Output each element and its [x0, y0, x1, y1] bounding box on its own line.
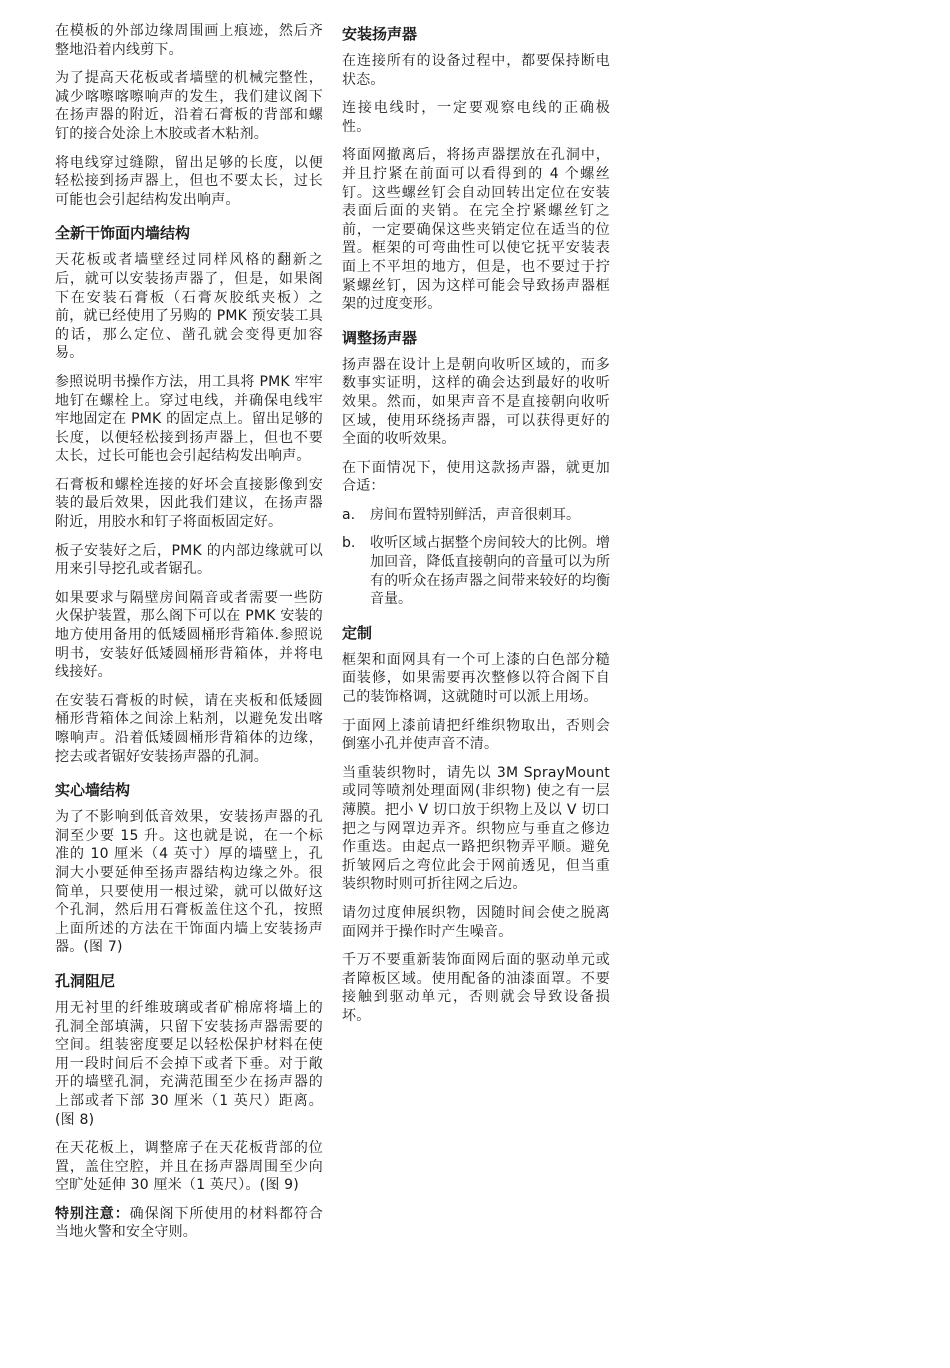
paragraph: 如果要求与隔壁房间隔音或者需要一些防火保护装置，那么阁下可以在 PMK 安装的地方使用备用的低矮圆桶形背箱体.参照说明书，安装好低矮圆桶形背箱体，并将电线接好。: [55, 589, 323, 681]
section-heading-adjust-speaker: 调整扬声器: [342, 328, 418, 347]
paragraph: 将面网撤离后，将扬声器摆放在孔洞中，并且拧紧在前面可以看得到的 4 个螺丝钉。这些螺丝钉会自动回转出定位在安装表面后面的夹销。在完全拧紧螺丝钉之前，一定要确保这些夹销定位在适当的位置。框架的可弯曲性可以使它抚平安装表面上不平坦的地方，但是，也不要过于拧紧螺丝钉，因为这样可能会导致扬声器框架的过度变形。: [342, 147, 610, 313]
section-heading-drywall: 全新干饰面内墙结构: [55, 224, 191, 243]
paragraph: 千万不要重新装饰面网后面的驱动单元或者障板区域。使用配备的油漆面罩。不要接触到驱动单元，否则就会导致设备损坏。: [342, 952, 610, 1024]
paragraph: 为了提高天花板或者墙壁的机械完整性，减少喀嚓喀嚓响声的发生，我们建议阁下在扬声器的附近，沿着石膏板的背部和螺钉的接合处涂上木胶或者木粘剂。: [55, 70, 323, 142]
paragraph: 在连接所有的设备过程中，都要保持断电状态。: [342, 53, 610, 88]
right-column: [342, 22, 610, 1036]
list-marker: b.: [342, 535, 356, 552]
paragraph: 为了不影响到低音效果，安装扬声器的孔洞至少要 15 升。这也就是说，在一个标准的 10 厘米（4 英寸）厚的墙壁上，孔洞大小要延伸至扬声器结构边缘之外。很简单，只要使用一根过梁，就可以做好这个孔洞，然后用石膏板盖住这个孔，按照上面所述的方法在干饰面内墙上安装扬声器。(图 7): [55, 809, 323, 956]
list-text: 房间布置特别鲜活，声音很刺耳。: [370, 506, 580, 523]
paragraph: 参照说明书操作方法，用工具将 PMK 牢牢地钉在螺栓上。穿过电线，并确保电线牢牢地固定在 PMK 的固定点上。留出足够的长度，以便轻松接到扬声器上，但也不要太长，过长可能也会引起结构发出响声。: [55, 373, 323, 465]
list-item: [342, 506, 610, 525]
paragraph: 扬声器在设计上是朝向收听区域的，而多数事实证明，这样的确会达到最好的收听效果。然而，如果声音不是直接朝向收听区域，使用环绕扬声器，可以获得更好的全面的收听效果。: [342, 356, 610, 448]
paragraph: 当重装织物时，请先以 3M SprayMount 或同等喷剂处理面网(非织物) 使之有一层薄膜。把小 V 切口放于织物上及以 V 切口把之与网罩边弄齐。织物应与垂直之修边作重迭。由起点一路把织物弄平顺。避免折皱网后之弯位此会于网前透见，但当重装织物时则可折往网之后边。: [342, 764, 610, 893]
special-note: [55, 1205, 323, 1242]
paragraph: 于面网上漆前请把纤维织物取出，否则会倒塞小孔并使声音不清。: [342, 717, 610, 753]
special-note-lead: 特别注意：: [55, 1205, 130, 1222]
special-note-text: 确保阁下所使用的材料都符合当地火警和安全守则。: [55, 1205, 324, 1241]
paragraph: 板子安装好之后，PMK 的内部边缘就可以用来引导挖孔或者锯孔。: [55, 542, 323, 578]
paragraph: 天花板或者墙壁经过同样风格的翻新之后，就可以安装扬声器了，但是，如果阁下在安装石膏板（石膏灰胶纸夹板）之前，就已经使用了另购的 PMK 预安装工具的话，那么定位、凿孔就会变得更加容易。: [55, 252, 323, 362]
list-marker: a.: [342, 506, 356, 523]
list-item: [342, 534, 610, 608]
paragraph: 将电线穿过缝隙，留出足够的长度，以便轻松接到扬声器上，但也不要太长，过长可能也会引起结构发出响声。: [55, 154, 323, 208]
section-heading-solid-wall: 实心墙结构: [55, 781, 131, 800]
paragraph: 用无衬里的纤维玻璃或者矿棉席将墙上的孔洞全部填满，只留下安装扬声器需要的空间。组装密度要足以轻松保护材料在使用一段时间后不会掉下或者下垂。对于敞开的墙壁孔洞，充满范围至少在扬声器的上部或者下部 30 厘米（1 英尺）距离。(图 8): [55, 999, 323, 1128]
section-heading-cavity-damping: 孔洞阻尼: [55, 971, 116, 990]
paragraph: 框架和面网具有一个可上漆的白色部分糙面装修，如果需要再次整修以符合阁下自己的装饰格调，这就随时可以派上用场。: [342, 651, 610, 706]
paragraph: 连接电线时，一定要观察电线的正确极性。: [342, 100, 610, 135]
paragraph: 在下面情况下，使用这款扬声器，就更加合适：: [342, 459, 610, 495]
paragraph: 在模板的外部边缘周围画上痕迹，然后齐整地沿着内线剪下。: [55, 23, 323, 58]
paragraph: 在安装石膏板的时候，请在夹板和低矮圆桶形背箱体之间涂上粘剂，以避免发出喀嚓响声。沿着低矮圆桶形背箱体的边缘，挖去或者锯好安装扬声器的孔洞。: [55, 692, 323, 765]
paragraph: 请勿过度伸展织物，因随时间会使之脱离面网并于操作时产生噪音。: [342, 904, 610, 940]
section-heading-install-speaker: 安装扬声器: [342, 25, 418, 43]
left-column: [55, 22, 323, 1252]
list-text: 收听区域占据整个房间较大的比例。增加回音，降低直接朝向的音量可以为所有的听众在扬声器之间带来较好的均衡音量。: [370, 535, 610, 608]
section-heading-customize: 定制: [342, 623, 373, 642]
paragraph: 石膏板和螺栓连接的好坏会直接影像到安装的最后效果，因此我们建议，在扬声器附近，用胶水和钉子将面板固定好。: [55, 476, 323, 531]
paragraph: 在天花板上，调整席子在天花板背部的位置，盖住空腔，并且在扬声器周围至少向空旷处延伸 30 厘米（1 英尺）。(图 9): [55, 1140, 323, 1194]
